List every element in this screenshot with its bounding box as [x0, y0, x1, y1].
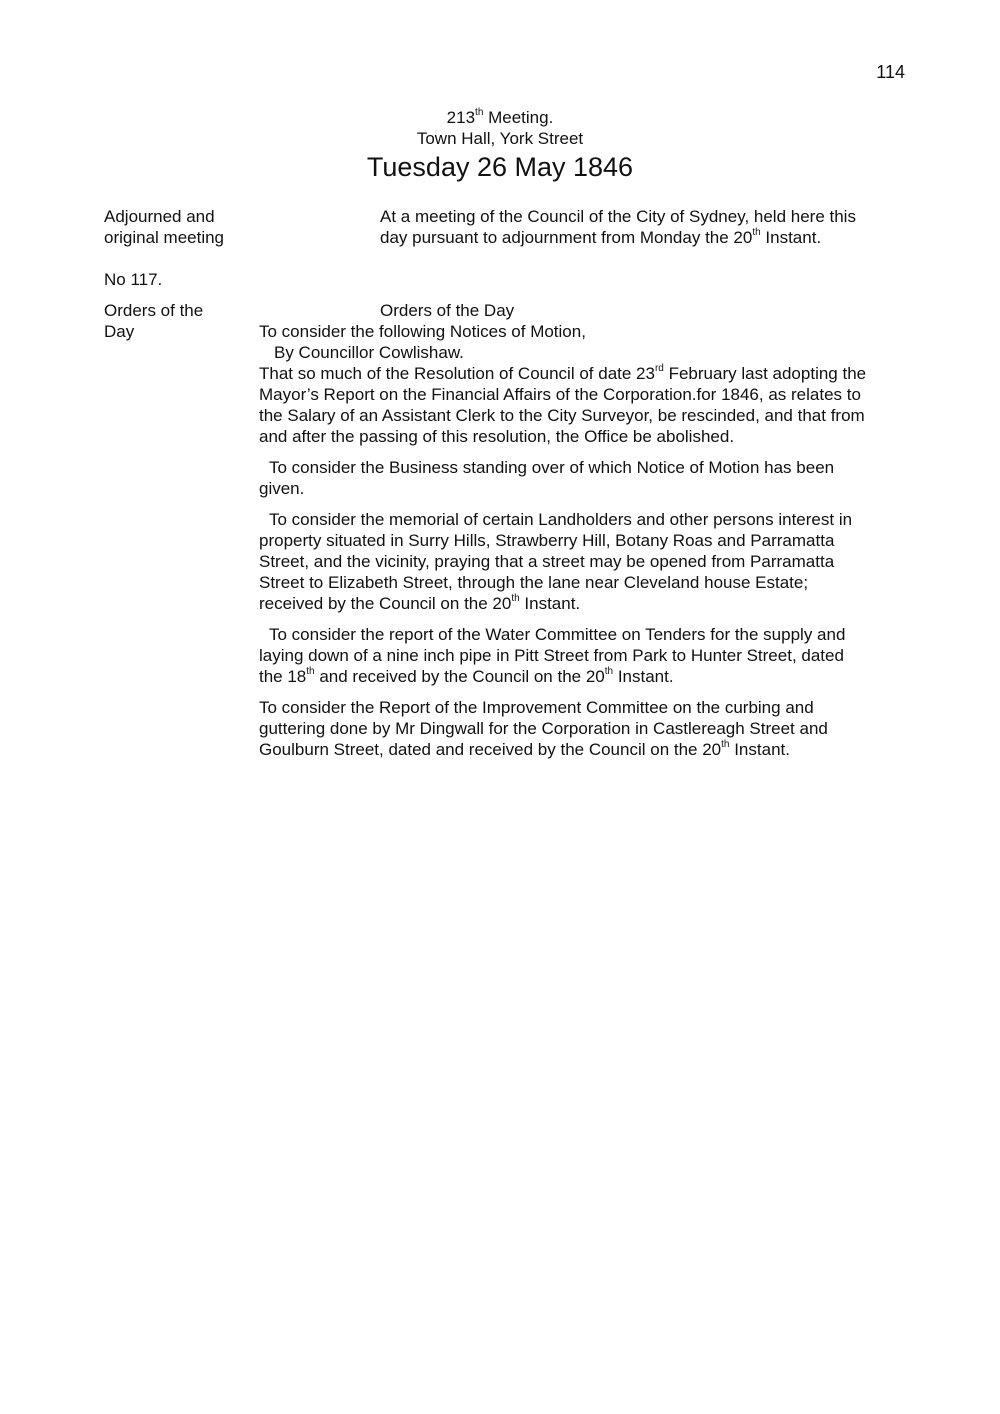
margin-note-adjourned [104, 206, 254, 248]
motion-line3: the Salary of an Assistant Clerk to the City Surveyor, be rescinded, and that from [259, 406, 865, 425]
memorial-line4: Street to Elizabeth Street, through the lane near Cleveland house Estate; [259, 573, 809, 592]
intro-line2-end: Instant. [760, 228, 822, 247]
meeting-number-suffix: th [475, 107, 484, 119]
motion-line4: and after the passing of this resolution, the Office be abolished. [259, 427, 735, 446]
memorial-line5-end: Instant. [519, 594, 581, 613]
improvement-line3-text: Goulburn Street, dated and received by the Council on the 20 [259, 740, 722, 759]
notices-line: To consider the following Notices of Motion, [259, 322, 586, 341]
orders-body [259, 321, 929, 770]
page-number: 114 [876, 62, 905, 82]
improvement-line3-sup: th [721, 739, 730, 751]
water-line3-end: Instant. [613, 667, 674, 686]
margin-note-orders [104, 300, 254, 342]
meeting-date: Tuesday 26 May 1846 [366, 152, 634, 182]
improvement-line3 [259, 739, 929, 760]
improvement-line3-end: Instant. [729, 740, 790, 759]
motion-line2: Mayor’s Report on the Financial Affairs of the Corporation.for 1846, as relates to [259, 385, 861, 404]
water-line1: To consider the report of the Water Committee on Tenders for the supply and [269, 625, 846, 644]
margin-note-adjourned-line2: original meeting [104, 228, 225, 247]
motion-line1-text: That so much of the Resolution of Council of date 23 [259, 364, 655, 383]
water-line3-middle: and received by the Council on the 20 [314, 667, 605, 686]
water-line3 [259, 666, 929, 687]
intro-line1: At a meeting of the Council of the City of Sydney, held here this [380, 207, 856, 226]
meeting-number-value: 213 [446, 108, 476, 127]
motion-line1 [259, 363, 929, 384]
motion-line1-end: February last adopting the [663, 364, 867, 383]
improvement-line2: guttering done by Mr Dingwall for the Corporation in Castlereagh Street and [259, 719, 828, 738]
meeting-header [0, 107, 1000, 184]
memorial-line5-text: received by the Council on the 20 [259, 594, 512, 613]
business-line2: given. [259, 479, 305, 498]
water-paragraph [259, 624, 929, 687]
intro-line2 [380, 227, 920, 248]
meeting-word: Meeting. [483, 108, 554, 127]
notices-paragraph [259, 321, 929, 447]
margin-note-orders-line1: Orders of the [104, 301, 204, 320]
by-councillor-line: By Councillor Cowlishaw. [274, 343, 464, 362]
memorial-line1: To consider the memorial of certain Landholders and other persons interest in [269, 510, 853, 529]
memorial-line5 [259, 593, 929, 614]
water-line3-sup1: th [306, 666, 315, 678]
memorial-paragraph [259, 509, 929, 614]
meeting-location: Town Hall, York Street [416, 129, 584, 148]
meeting-number [0, 107, 1000, 128]
improvement-paragraph [259, 697, 929, 760]
business-paragraph [259, 457, 929, 499]
memorial-line2: property situated in Surry Hills, Strawberry Hill, Botany Roas and Parramatta [259, 531, 835, 550]
orders-heading: Orders of the Day [380, 301, 515, 320]
minute-number: No 117. [104, 270, 163, 289]
business-line1: To consider the Business standing over of which Notice of Motion has been [269, 458, 835, 477]
intro-line2-sup: th [752, 227, 761, 239]
motion-line1-sup: rd [654, 363, 664, 375]
water-line3-text: the 18 [259, 667, 307, 686]
intro-line2-text: day pursuant to adjournment from Monday the 20 [380, 228, 753, 247]
improvement-line1: To consider the Report of the Improvement Committee on the curbing and [259, 698, 814, 717]
water-line2: laying down of a nine inch pipe in Pitt Street from Park to Hunter Street, dated [259, 646, 844, 665]
intro-paragraph [380, 206, 920, 248]
margin-note-adjourned-line1: Adjourned and [104, 207, 215, 226]
water-line3-sup2: th [604, 666, 614, 678]
memorial-line3: Street, and the vicinity, praying that a street may be opened from Parramatta [259, 552, 835, 571]
margin-note-orders-line2: Day [104, 322, 135, 341]
memorial-line5-sup: th [511, 593, 520, 605]
